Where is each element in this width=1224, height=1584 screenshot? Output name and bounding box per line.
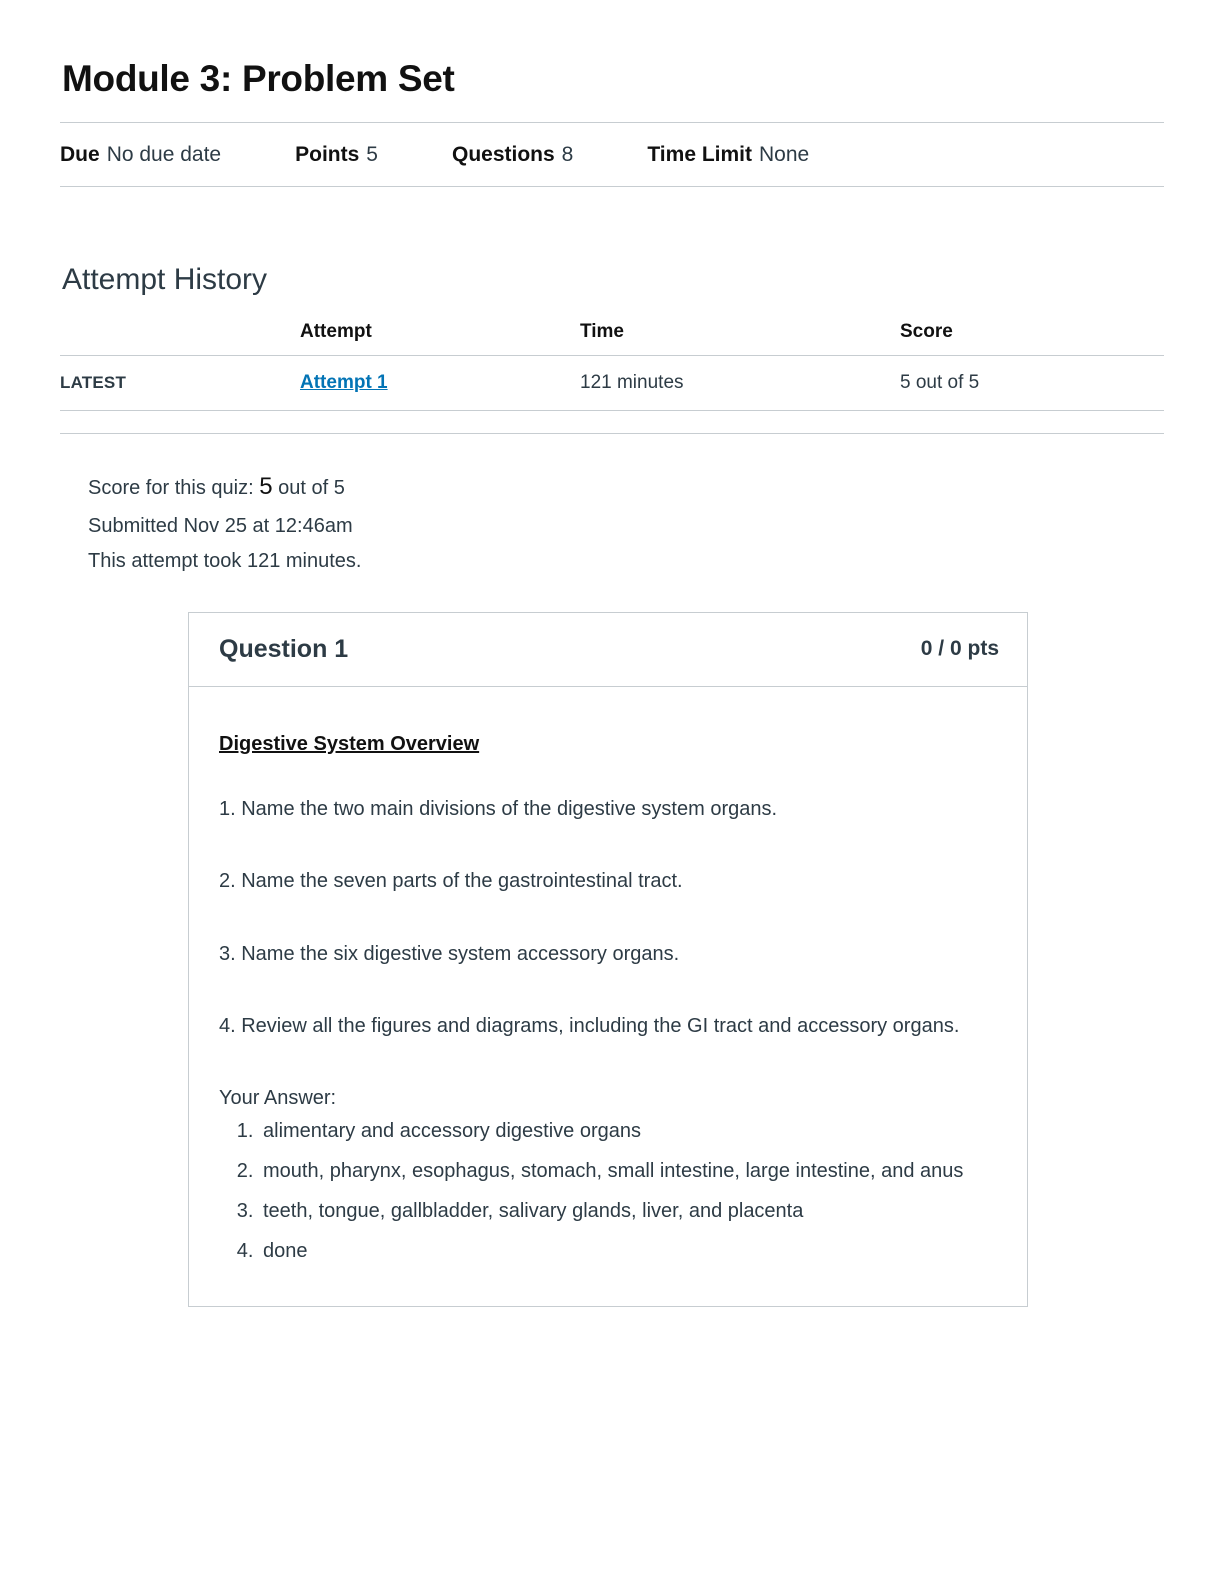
quiz-detail-due-value: No due date xyxy=(106,143,222,166)
question-header xyxy=(189,613,1027,687)
quiz-detail-time-limit-value: None xyxy=(759,143,810,166)
question-points: 0 / 0 pts xyxy=(920,637,999,661)
page-title: Module 3: Problem Set xyxy=(62,58,455,99)
attempt-history-heading: Attempt History xyxy=(62,263,268,296)
list-item: 2. mouth, pharynx, esophagus, stomach, small intestine, large intestine, and anus xyxy=(259,1156,995,1186)
quiz-detail-questions-label: Questions xyxy=(451,143,555,166)
table-row xyxy=(60,356,1164,411)
question-subheading: Digestive System Overview xyxy=(219,732,480,755)
column-header-score: Score xyxy=(900,315,1164,356)
question-name: Question 1 xyxy=(219,634,349,663)
quiz-detail-points-value: 5 xyxy=(366,143,378,166)
score-value: 5 xyxy=(259,473,273,500)
score-prefix: Score for this quiz: xyxy=(88,477,254,499)
question-prompt-4: 4. Review all the figures and diagrams, including the GI tract and accessory organs. xyxy=(219,1015,960,1038)
table-header-row xyxy=(60,315,1164,356)
quiz-detail-points xyxy=(295,143,378,167)
column-header-time: Time xyxy=(580,315,900,356)
attempt-latest-flag xyxy=(60,356,300,411)
quiz-detail-time-limit-label: Time Limit xyxy=(647,143,752,166)
attempt-history-table xyxy=(60,315,1164,411)
attempt-1-link[interactable]: Attempt 1 xyxy=(300,372,388,393)
quiz-detail-time-limit xyxy=(647,143,809,167)
your-answer-list xyxy=(219,1116,995,1266)
attempt-score-cell: 5 out of 5 xyxy=(900,356,1164,411)
duration-line: This attempt took 121 minutes. xyxy=(88,550,362,573)
list-item: 1. alimentary and accessory digestive organs xyxy=(259,1116,995,1146)
quiz-detail-points-label: Points xyxy=(295,143,360,166)
question-prompt-2: 2. Name the seven parts of the gastrointestinal tract. xyxy=(219,870,683,893)
question-card xyxy=(188,612,1028,1308)
quiz-detail-due xyxy=(60,143,221,167)
attempt-link-cell xyxy=(300,356,580,411)
quiz-detail-questions-value: 8 xyxy=(561,143,574,166)
list-item: 4. done xyxy=(259,1236,995,1266)
submitted-line: Submitted Nov 25 at 12:46am xyxy=(88,514,353,537)
your-answer-label: Your Answer: xyxy=(219,1087,337,1110)
question-body xyxy=(189,687,1027,1307)
score-summary xyxy=(88,466,1164,580)
section-divider xyxy=(60,433,1164,434)
quiz-detail-questions xyxy=(452,143,573,167)
quiz-detail-due-label: Due xyxy=(60,143,100,166)
score-line xyxy=(88,466,1164,509)
question-prompt-1: 1. Name the two main divisions of the digestive system organs. xyxy=(219,797,778,820)
score-suffix: out of 5 xyxy=(278,477,345,499)
column-header-attempt: Attempt xyxy=(300,315,580,356)
quiz-detail-bar xyxy=(60,122,1164,187)
status-badge: LATEST xyxy=(60,373,127,392)
list-item: 3. teeth, tongue, gallbladder, salivary glands, liver, and placenta xyxy=(259,1196,995,1226)
question-prompt-3: 3. Name the six digestive system accessory organs. xyxy=(219,942,680,965)
attempt-time-cell: 121 minutes xyxy=(580,356,900,411)
column-header-flag xyxy=(60,315,300,356)
